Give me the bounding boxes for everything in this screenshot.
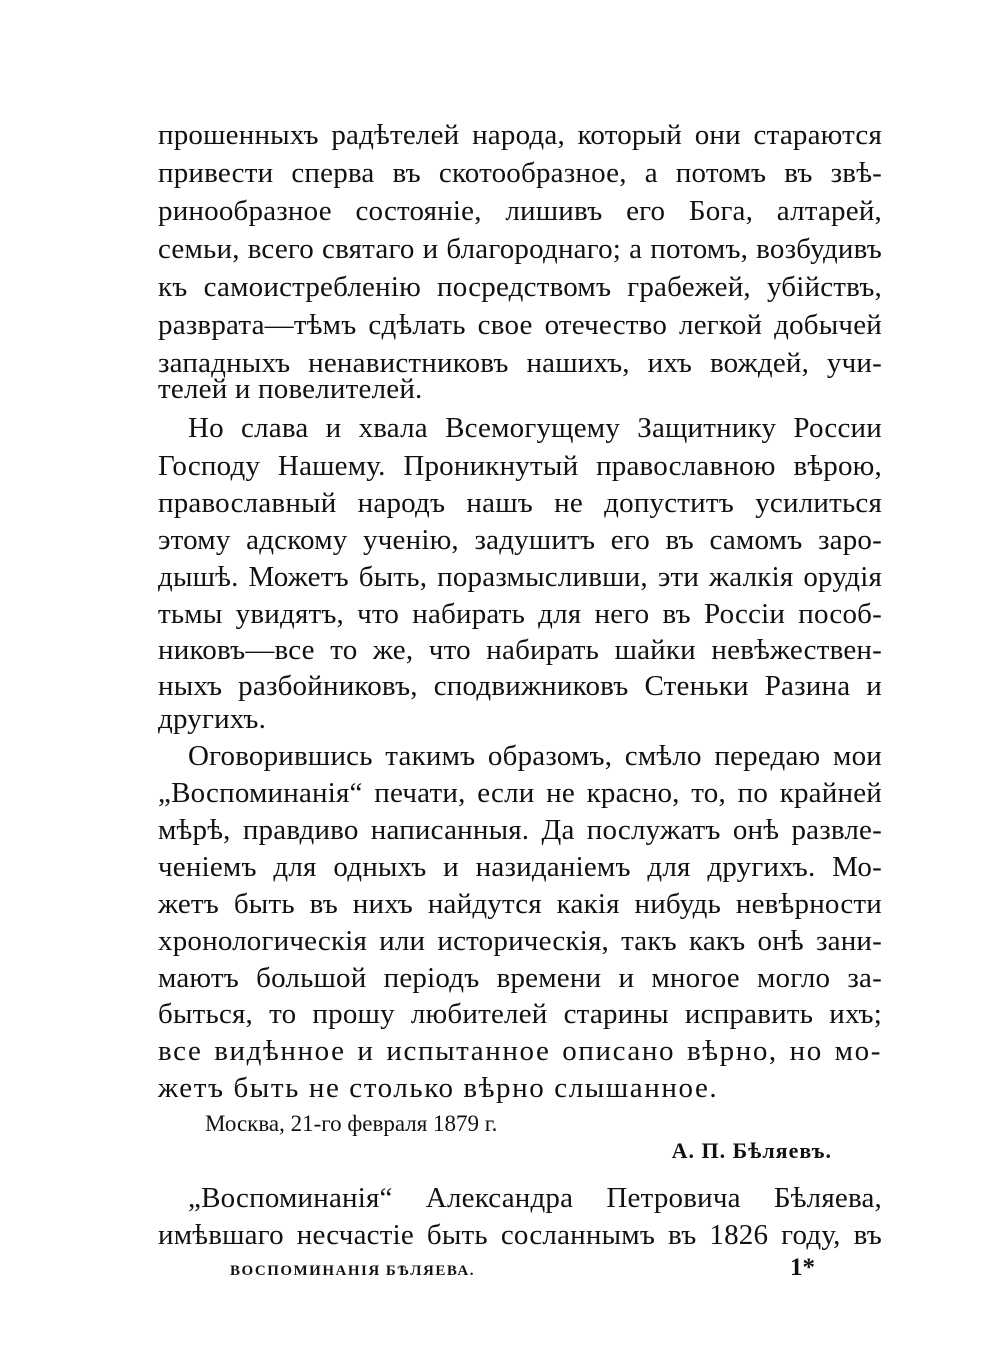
text-line: прошенныхъ радѣтелей народа, который они стараются [158, 119, 882, 151]
text-line: имѣвшаго несчастiе быть сосланнымъ въ 1826 году, въ [158, 1219, 882, 1251]
signature-mark: 1* [790, 1254, 815, 1281]
text-line: Оговорившись такимъ образомъ, смѣло передаю мои [188, 740, 882, 772]
text-line: жетъ быть въ нихъ найдутся какiя нибудь невѣрности [158, 888, 882, 920]
text-line: къ самоистребленiю посредствомъ грабежей, убiйствъ, [158, 271, 882, 303]
text-line: маютъ большой перiодъ времени и многое могло за- [158, 962, 882, 994]
text-line: тьмы увидятъ, что набирать для него въ Россiи пособ- [158, 598, 882, 630]
text-line: все видѣнное и испытанное описано вѣрно, но мо- [158, 1035, 882, 1067]
author-signature: А. П. Бѣляевъ. [671, 1138, 832, 1163]
text-line: никовъ—все то же, что набирать шайки невѣжествен- [158, 634, 882, 666]
text-line: телей и повелителей. [158, 373, 423, 405]
text-line: дышѣ. Можетъ быть, поразмысливши, эти жалкiя орудiя [158, 561, 882, 593]
text-line: разврата—тѣмъ сдѣлать свое отечество легкой добычей [158, 309, 882, 341]
text-line: Но слава и хвала Всемогущему Защитнику России [188, 412, 882, 444]
text-line: православный народъ нашъ не допуститъ усилиться [158, 487, 882, 519]
text-line: этому адскому ученiю, задушитъ его въ самомъ заро- [158, 524, 882, 556]
text-line: семьи, всего святаго и благороднаго; а потомъ, возбудивъ [158, 233, 882, 265]
text-line: хронологическiя или историческiя, такъ какъ онѣ зани- [158, 925, 882, 957]
text-line: мѣрѣ, правдиво написанныя. Да послужатъ онѣ развле- [158, 814, 882, 846]
text-line: ныхъ разбойниковъ, сподвижниковъ Стеньки Разина и [158, 670, 882, 702]
text-line: быться, то прошу любителей старины исправить ихъ; [158, 998, 882, 1030]
text-line: западныхъ ненавистниковъ нашихъ, ихъ вождей, учи- [158, 347, 882, 379]
text-line: „Воспоминанiя“ печати, если не красно, то, по крайней [158, 777, 882, 809]
text-line: „Воспоминанiя“ Александра Петровича Бѣляева, [188, 1182, 882, 1214]
footer-title: ВОСПОМИНАНIЯ БѢЛЯЕВА. [230, 1263, 475, 1279]
text-line: другихъ. [158, 703, 267, 735]
text-line: ченiемъ для одныхъ и назиданiемъ для другихъ. Мо- [158, 851, 882, 883]
place-date: Москва, 21-го февраля 1879 г. [205, 1111, 498, 1136]
text-line: Господу Нашему. Проникнутый православною вѣрою, [158, 450, 882, 482]
text-line: привести сперва въ скотообразное, а потомъ въ звѣ- [158, 157, 882, 189]
text-line: ринообразное состоянiе, лишивъ его Бога, алтарей, [158, 195, 882, 227]
text-line: жетъ быть не столько вѣрно слышанное. [158, 1072, 719, 1104]
